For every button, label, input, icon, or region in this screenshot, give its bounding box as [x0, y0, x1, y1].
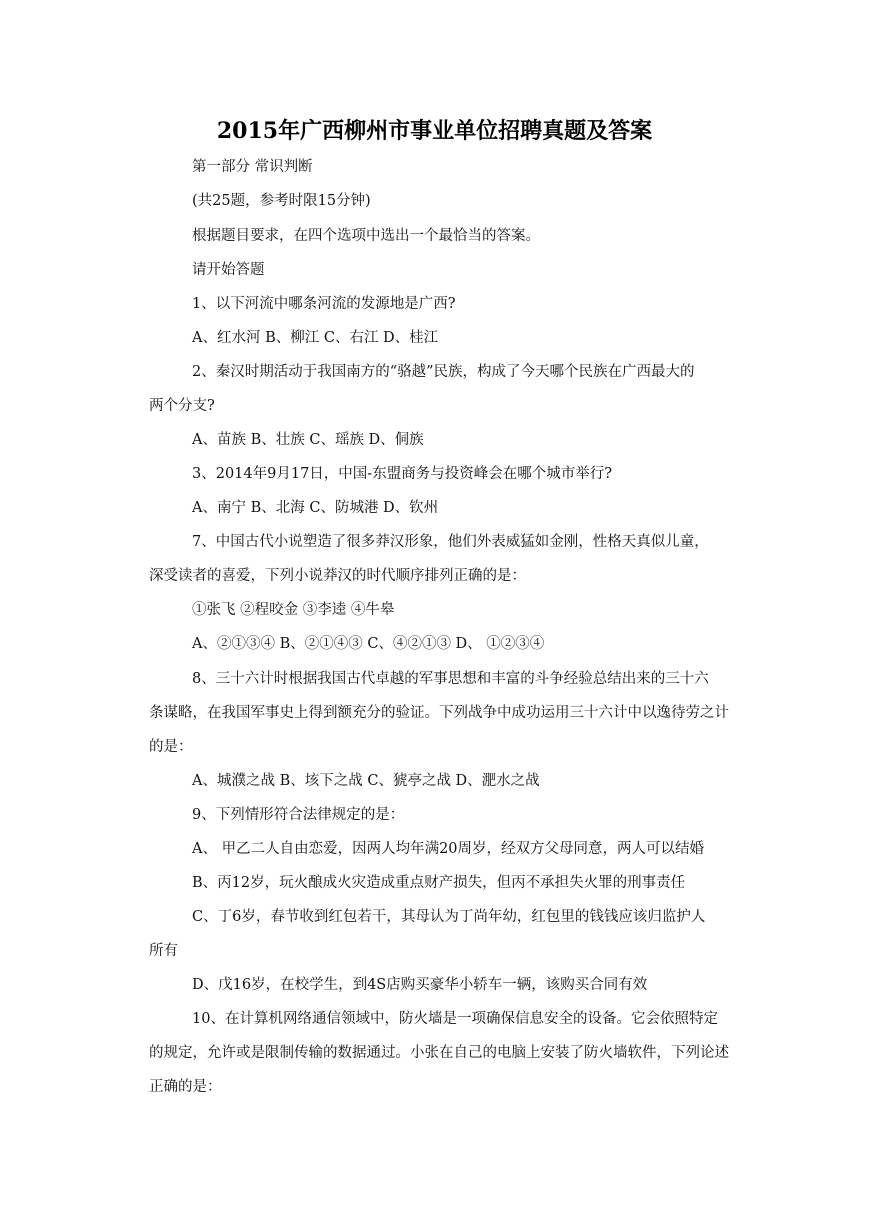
- question-2-options: A、苗族 B、壮族 C、瑶族 D、侗族: [192, 432, 424, 448]
- question-9-text: 9、下列情形符合法律规定的是：: [192, 807, 405, 823]
- question-7-list: ①张飞 ②程咬金 ③李逵 ④牛皋: [192, 602, 395, 618]
- question-10-text-line1: 10、在计算机网络通信领域中，防火墙是一项确保信息安全的设备。它会依照特定: [192, 1011, 718, 1027]
- question-10-text-line3: 正确的是：: [149, 1079, 222, 1095]
- question-9-option-a: A、 甲乙二人自由恋爱，因两人均年满20周岁，经双方父母同意，两人可以结婚: [192, 841, 705, 857]
- question-9-option-c-line1: C、丁6岁，春节收到红包若干，其母认为丁尚年幼，红包里的钱钱应该归监护人: [192, 909, 706, 925]
- question-9-option-b: B、丙12岁，玩火酿成火灾造成重点财产损失，但丙不承担失火罪的刑事责任: [192, 875, 686, 891]
- question-10-text-line2: 的规定，允许或是限制传输的数据通过。小张在自己的电脑上安装了防火墙软件，下列论述: [149, 1045, 729, 1061]
- question-9-option-c-line2: 所有: [149, 943, 178, 959]
- question-8-text-line3: 的是：: [149, 739, 193, 755]
- question-8-options: A、城濮之战 B、垓下之战 C、猇亭之战 D、淝水之战: [192, 773, 540, 789]
- question-1-text: 1、以下河流中哪条河流的发源地是广西?: [192, 296, 456, 312]
- section-meta: (共25题，参考时限15分钟): [192, 193, 371, 209]
- question-3-options: A、南宁 B、北海 C、防城港 D、钦州: [192, 500, 439, 516]
- section-heading: 第一部分 常识判断: [192, 159, 313, 175]
- document-title: 2015年广西柳州市事业单位招聘真题及答案: [216, 118, 653, 144]
- question-1-options: A、红水河 B、柳江 C、右江 D、桂江: [192, 330, 439, 346]
- question-8-text-line2: 条谋略，在我国军事史上得到额充分的验证。下列战争中成功运用三十六计中以逸待劳之计: [149, 705, 729, 721]
- question-2-text-line1: 2、秦汉时期活动于我国南方的“骆越”民族，构成了今天哪个民族在广西最大的: [192, 364, 695, 380]
- start-text: 请开始答题: [192, 262, 265, 278]
- question-7-options: A、②①③④ B、②①④③ C、④②①③ D、 ①②③④: [192, 636, 545, 652]
- question-2-text-line2: 两个分支?: [149, 398, 215, 414]
- question-7-text-line2: 深受读者的喜爱，下列小说莽汉的时代顺序排列正确的是：: [149, 568, 526, 584]
- instruction-text: 根据题目要求，在四个选项中选出一个最恰当的答案。: [192, 228, 540, 244]
- question-9-option-d: D、戊16岁，在校学生，到4S店购买豪华小轿车一辆，该购买合同有效: [192, 977, 648, 993]
- question-3-text: 3、2014年9月17日，中国-东盟商务与投资峰会在哪个城市举行?: [192, 466, 612, 482]
- question-7-text-line1: 7、中国古代小说塑造了很多莽汉形象，他们外表威猛如金刚，性格天真似儿童，: [192, 534, 709, 550]
- question-8-text-line1: 8、三十六计时根据我国古代卓越的军事思想和丰富的斗争经验总结出来的三十六: [192, 671, 709, 687]
